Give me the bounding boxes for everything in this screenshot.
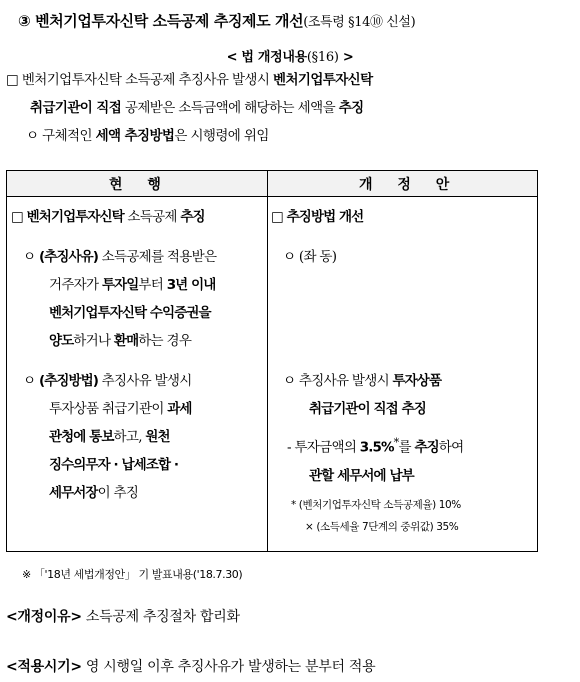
amendment-content bbox=[6, 66, 534, 150]
revised-same: ㅇ (좌 동) bbox=[283, 249, 337, 265]
announcement-note: ※ 「'18년 세법개정안」 기 발표내용('18.7.30) bbox=[22, 568, 243, 581]
current-column bbox=[11, 203, 265, 507]
current-reason-line-4: 양도하거나 환매하는 경우 bbox=[49, 333, 192, 349]
period-text: 영 시행일 이후 추징사유가 발생하는 분부터 적용 bbox=[81, 659, 376, 675]
header-current: 현 행 bbox=[109, 177, 171, 193]
header-revised: 개 정 안 bbox=[359, 177, 460, 193]
amendment-item-1-line-1: □ 벤처기업투자신탁 소득공제 추징사유 발생시 벤처기업투자신탁 bbox=[6, 72, 373, 88]
revised-footnote-1: * (벤처기업투자신탁 소득공제율) 10% bbox=[291, 498, 461, 511]
revised-method-line-1: ㅇ 추징사유 발생시 투자상품 bbox=[283, 373, 442, 389]
revised-rate-line-2: 관할 세무서에 납부 bbox=[309, 467, 414, 484]
heading-title: ③ 벤처기업투자신탁 소득공제 추징제도 개선 bbox=[18, 12, 304, 30]
current-method-line-5: 세무서장이 추징 bbox=[49, 485, 139, 501]
current-reason-line-2: 거주자가 투자일부터 3년 이내 bbox=[49, 277, 216, 293]
amendment-title-ref: (§16) bbox=[306, 50, 339, 65]
amendment-reason bbox=[6, 606, 240, 626]
heading-legal-ref: (조특령 §14⑩ 신설) bbox=[303, 15, 416, 30]
comparison-table bbox=[6, 170, 538, 552]
current-reason-line-3: 벤처기업투자신탁 수익증권을 bbox=[49, 305, 211, 321]
effective-period bbox=[6, 656, 375, 676]
current-method-line-4: 징수의무자 · 납세조합 · bbox=[49, 457, 179, 473]
amendment-item-1-line-2: 취급기관이 직접 공제받은 소득금액에 해당하는 세액을 추징 bbox=[30, 100, 364, 116]
table-header bbox=[7, 171, 537, 197]
reason-label: <개정이유> bbox=[6, 609, 82, 625]
amendment-title-suffix: > bbox=[338, 50, 354, 65]
revised-column bbox=[271, 203, 535, 538]
revised-rate-line-1: - 투자금액의 3.5%*를 추징하여 bbox=[287, 436, 464, 456]
revised-footnote-2: × (소득세율 7단계의 중위값) 35% bbox=[305, 520, 459, 533]
revised-method-line-2: 취급기관이 직접 추징 bbox=[309, 401, 426, 417]
amendment-item-2: ㅇ 구체적인 세액 추징방법은 시행령에 위임 bbox=[26, 128, 269, 144]
current-method-line-1: ㅇ (추징방법) 추징사유 발생시 bbox=[23, 373, 192, 389]
current-title: □ 벤처기업투자신탁 소득공제 추징 bbox=[11, 209, 205, 225]
current-reason-line-1: ㅇ (추징사유) 소득공제를 적용받은 bbox=[23, 249, 217, 265]
current-method-line-2: 투자상품 취급기관이 과세 bbox=[49, 401, 192, 417]
revised-title: □ 추징방법 개선 bbox=[271, 209, 364, 225]
period-label: <적용시기> bbox=[6, 659, 82, 675]
amendment-title bbox=[0, 46, 580, 65]
amendment-title-prefix: < 법 개정내용 bbox=[226, 50, 307, 65]
section-heading bbox=[18, 10, 578, 31]
reason-text: 소득공제 추징절차 합리화 bbox=[81, 609, 240, 625]
current-method-line-3: 관청에 통보하고, 원천 bbox=[49, 429, 170, 445]
column-divider bbox=[267, 171, 268, 551]
